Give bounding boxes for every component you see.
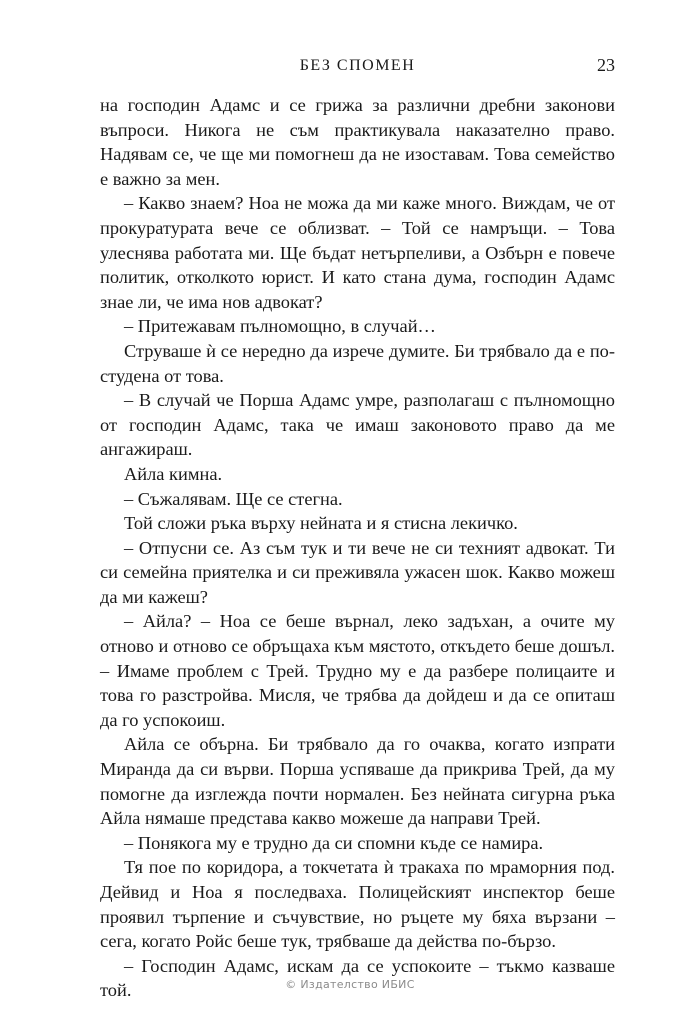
publisher-footer: © Издателство ИБИС — [285, 978, 415, 991]
paragraph: – В случай че Порша Адамс умре, разполагаш с пълномощно от господин Адамс, така че имаш законовото право да ме ангажираш. — [100, 390, 615, 460]
page-number: 23 — [597, 55, 615, 75]
paragraph: – Отпусни се. Аз съм тук и ти вече не си техният адвокат. Ти си семейна приятелка и си преживяла ужасен шок. Какво можеш да ми кажеш? — [100, 537, 615, 607]
paragraph: – Господин Адамс, искам да се успокоите – тъкмо казваше той. — [100, 955, 615, 1001]
paragraph: – Притежавам пълномощно, в случай… — [124, 316, 436, 337]
paragraph: Струваше ѝ се нередно да изрече думите. Би трябвало да е по-студена от това. — [100, 340, 615, 386]
paragraph: – Какво знаем? Ноа не можа да ми каже много. Виждам, че от прокуратурата вече се облизват. – Той се намръщи. – Това улеснява работата ми. Ще бъдат нетърпеливи, а Озбърн е повече политик, отколкото юрист. И като стана дума, господин Адамс знае ли, че има нов адвокат? — [100, 193, 615, 312]
paragraph: Айла се обърна. Би трябвало да го очаква, когато изпрати Миранда да си върви. Порша успяваше да прикрива Трей, да му помогне да изглежда почти нормален. Без нейната сигурна ръка Айла нямаше представа какво можеше да направи Трей. — [100, 734, 615, 829]
paragraph: – Понякога му е трудно да си спомни къде се намира. — [124, 832, 544, 853]
body-text — [100, 93, 615, 1003]
paragraph: Той сложи ръка върху нейната и я стисна лекичко. — [124, 513, 518, 534]
paragraph: – Съжалявам. Ще се стегна. — [124, 488, 343, 509]
paragraph: – Айла? – Ноа се беше върнал, леко задъхан, а очите му отново и отново се обръщаха към мястото, откъдето беше дошъл. – Имаме проблем с Трей. Трудно му е да разбере полицаите и това го разстройва. Мисля, че трябва да дойдеш и да се опиташ да го успокоиш. — [100, 611, 615, 730]
paragraph: Айла кимна. — [124, 463, 223, 484]
paragraph: Тя пое по коридора, а токчетата ѝ тракаха по мраморния под. Дейвид и Ноа я последваха. Полицейският инспектор беше проявил търпение и съчувствие, но ръцете му бяха вързани – сега, когато Ройс беше тук, трябваше да действа по-бързо. — [100, 857, 615, 952]
running-header — [100, 55, 615, 79]
paragraph: на господин Адамс и се грижа за различни дребни законови въпроси. Никога не съм практикувала наказателно право. Надявам се, че ще ми помогнеш да не изоставам. Това семейство е важно за мен. — [100, 95, 615, 189]
running-title: БЕЗ СПОМЕН — [299, 57, 416, 74]
